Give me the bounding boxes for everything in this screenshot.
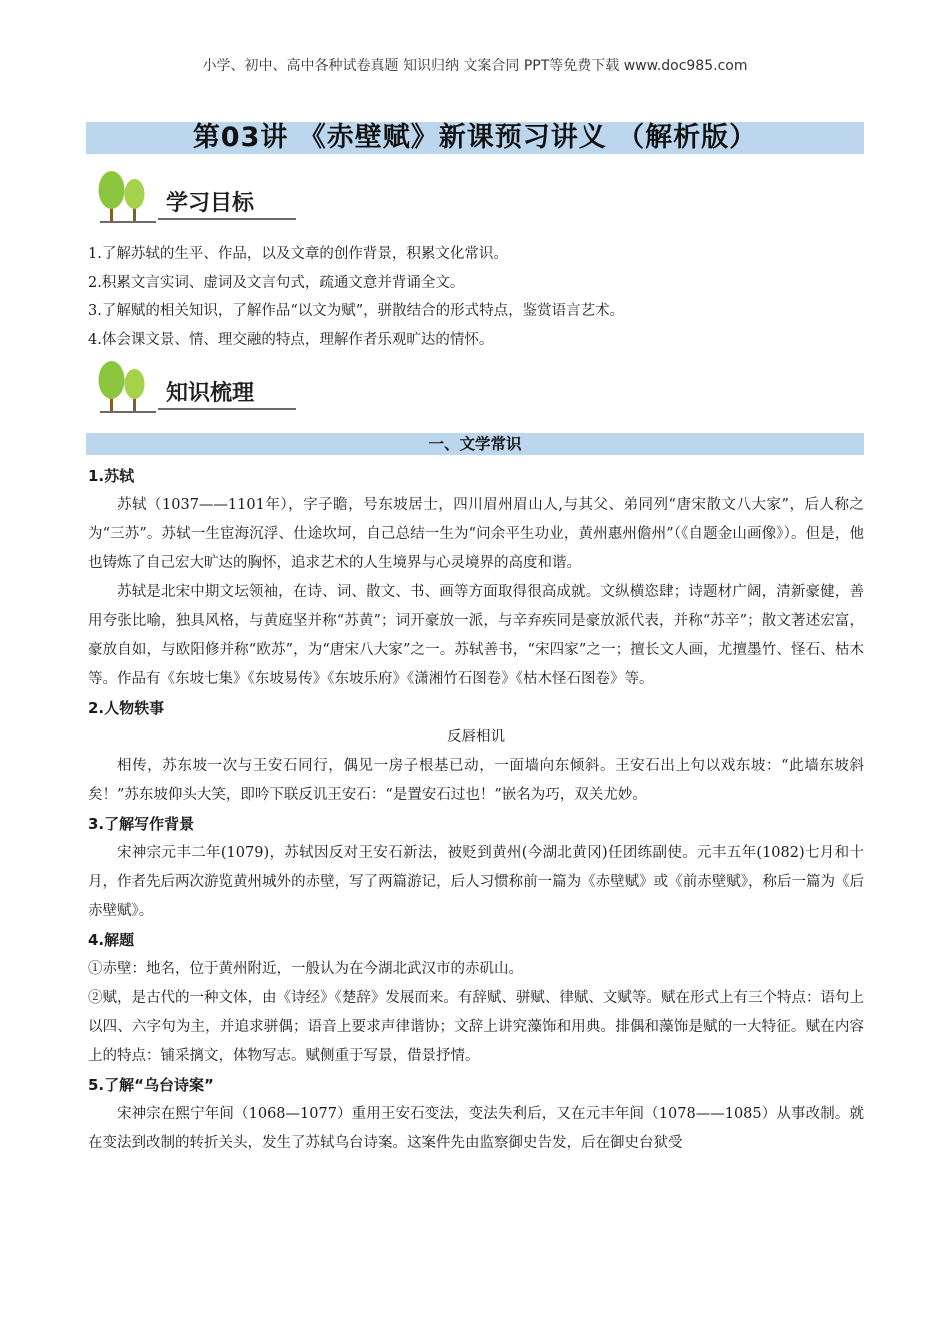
divider	[158, 408, 296, 410]
tree-icon	[96, 360, 158, 416]
content-body	[88, 462, 864, 1158]
story-title: 反唇相讥	[447, 729, 505, 745]
subheading: 1.苏轼	[88, 467, 135, 485]
page-header: 小学、初中、高中各种试卷真题 知识归纳 文案合同 PPT等免费下载 www.doc985.com	[202, 58, 748, 74]
subheading: 5.了解“乌台诗案”	[88, 1076, 214, 1094]
paragraph: 苏轼是北宋中期文坛领袖，在诗、词、散文、书、画等方面取得很高成就。文纵横恣肆；诗题材广阔，清新豪健，善用夸张比喻，独具风格，与黄庭坚并称“苏黄”；词开豪放一派，与辛弃疾同是豪放派代表，并称“苏辛”；散文著述宏富，豪放自如，与欧阳修并称“欧苏”，为“唐宋八大家”之一。苏轼善书，“宋四家”之一；擅长文人画，尤擅墨竹、怪石、枯木等。作品有《东坡七集》《东坡易传》《东坡乐府》《潇湘竹石图卷》《枯木怪石图卷》等。	[88, 584, 864, 687]
section-tag-label: 知识梳理	[166, 381, 255, 406]
tree-icon	[96, 170, 158, 226]
subheading: 2.人物轶事	[88, 699, 165, 717]
subheading: 3.了解写作背景	[88, 815, 195, 833]
list-item: 4.体会课文景、情、理交融的特点，理解作者乐观旷达的情怀。	[88, 331, 494, 348]
paragraph: 苏轼（1037——1101年），字子瞻，号东坡居士，四川眉州眉山人,与其父、弟同列“唐宋散文八大家”，后人称之为“三苏”。苏轼一生宦海沉浮、仕途坎坷，自己总结一生为“问余平生功业，黄州惠州儋州”（《自题金山画像》）。但是，他也铸炼了自己宏大旷达的胸怀，追求艺术的人生境界与心灵境界的高度和谐。	[88, 497, 864, 571]
category-heading: 一、文学常识	[86, 433, 864, 455]
paragraph: ①赤壁：地名，位于黄州附近，一般认为在今湖北武汉市的赤矶山。	[88, 961, 523, 977]
section-tag-knowledge	[96, 360, 306, 416]
section-tag-label: 学习目标	[166, 191, 255, 216]
paragraph: 相传，苏东坡一次与王安石同行，偶见一房子根基已动，一面墙向东倾斜。王安石出上句以戏东坡：“此墙东坡斜矣！”苏东坡仰头大笑，即吟下联反讥王安石：“是置安石过也！”嵌名为巧，双关尤妙。	[88, 758, 864, 803]
paragraph: 宋神宗元丰二年(1079)，苏轼因反对王安石新法，被贬到黄州(今湖北黄冈)任团练副使。元丰五年(1082)七月和十月，作者先后两次游览黄州城外的赤壁，写了两篇游记，后人习惯称前一篇为《赤壁赋》或《前赤壁赋》，称后一篇为《后赤壁赋》。	[88, 845, 864, 919]
list-item: 2.积累文言实词、虚词及文言句式，疏通文意并背诵全文。	[88, 274, 465, 291]
section-tag-goals	[96, 170, 306, 226]
subheading: 4.解题	[88, 931, 135, 949]
paragraph: 宋神宗在熙宁年间（1068—1077）重用王安石变法，变法失利后，又在元丰年间（1078——1085）从事改制。就在变法到改制的转折关头，发生了苏轼乌台诗案。这案件先由监察御史告发，后在御史台狱受	[88, 1106, 864, 1151]
goals-list	[88, 240, 868, 354]
list-item: 1.了解苏轼的生平、作品，以及文章的创作背景，积累文化常识。	[88, 246, 508, 262]
paragraph: ②赋，是古代的一种文体，由《诗经》《楚辞》发展而来。有辞赋、骈赋、律赋、文赋等。赋在形式上有三个特点：语句上以四、六字句为主，并追求骈偶；语音上要求声律谐协；文辞上讲究藻饰和用典。排偶和藻饰是赋的一大特征。赋在内容上的特点：铺采摛文，体物写志。赋侧重于写景，借景抒情。	[88, 990, 864, 1064]
document-title: 第03讲 《赤壁赋》新课预习讲义 （解析版）	[86, 122, 864, 154]
divider	[158, 218, 296, 220]
list-item: 3.了解赋的相关知识，了解作品“以文为赋”，骈散结合的形式特点，鉴赏语言艺术。	[88, 303, 625, 319]
